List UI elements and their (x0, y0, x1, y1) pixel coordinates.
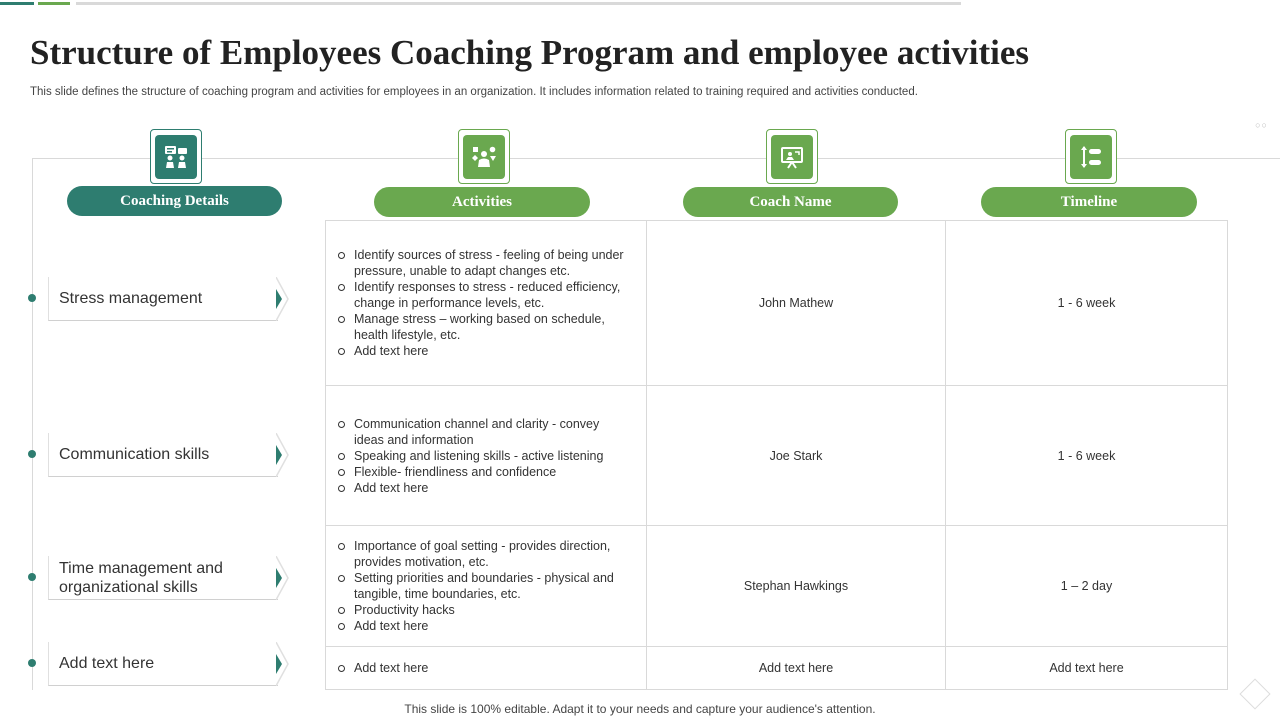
presentation-meeting-icon (162, 143, 190, 171)
list-item: Communication channel and clarity - convey ideas and information (336, 416, 632, 448)
row-label-time-management: Time management and organizational skills (48, 556, 278, 600)
row-marker-dot (28, 294, 36, 302)
activities-list (336, 247, 632, 359)
accent-bar-green (38, 2, 70, 5)
coach-name-cell: Stephan Hawkings (647, 526, 946, 647)
activities-list (336, 538, 632, 634)
presentation-board-icon (778, 143, 806, 171)
list-item: Add text here (336, 343, 632, 359)
chevron-right-icon (276, 433, 290, 477)
decorative-dots: ○○ (1255, 120, 1268, 130)
activities-cell (326, 221, 647, 386)
chevron-right-icon (276, 556, 290, 600)
coach-name-cell: John Mathew (647, 221, 946, 386)
list-item: Importance of goal setting - provides direction, provides motivation, etc. (336, 538, 632, 570)
activities-list (336, 416, 632, 496)
slide-title: Structure of Employees Coaching Program and employee activities (30, 33, 1029, 72)
slide-subtitle: This slide defines the structure of coaching program and activities for employees in an organization. It includes information related to training required and activities conducted. (30, 86, 918, 98)
timeline-cell: 1 – 2 day (946, 526, 1227, 647)
coach-name-cell: Add text here (647, 647, 946, 689)
list-item: Add text here (336, 480, 632, 496)
list-item: Add text here (336, 618, 632, 634)
list-item: Identify responses to stress - reduced efficiency, change in performance levels, etc. (336, 279, 632, 311)
list-item: Setting priorities and boundaries - physical and tangible, time boundaries, etc. (336, 570, 632, 602)
accent-bar-gray (76, 2, 961, 5)
coaching-table (325, 220, 1228, 690)
row-label-communication-skills: Communication skills (48, 433, 278, 477)
list-item: Add text here (336, 660, 428, 676)
timeline-icon-box (1065, 129, 1117, 184)
header-coach-name: Coach Name (683, 187, 898, 217)
header-timeline: Timeline (981, 187, 1197, 217)
row-marker-dot (28, 573, 36, 581)
slide-footer: This slide is 100% editable. Adapt it to your needs and capture your audience's attention. (404, 702, 876, 716)
list-item: Speaking and listening skills - active listening (336, 448, 632, 464)
timeline-cell: 1 - 6 week (946, 386, 1227, 526)
list-item: Productivity hacks (336, 602, 632, 618)
list-item: Manage stress – working based on schedule, health lifestyle, etc. (336, 311, 632, 343)
row-label-add-text: Add text here (48, 642, 278, 686)
timeline-cell: 1 - 6 week (946, 221, 1227, 386)
row-marker-dot (28, 450, 36, 458)
activities-list (336, 660, 428, 676)
chevron-right-icon (276, 277, 290, 321)
list-item: Flexible- friendliness and confidence (336, 464, 632, 480)
left-timeline-line (32, 158, 33, 690)
list-item: Identify sources of stress - feeling of being under pressure, unable to adapt changes etc. (336, 247, 632, 279)
header-coaching-details: Coaching Details (67, 186, 282, 216)
accent-bar-teal (0, 2, 34, 5)
coach-name-icon-box (766, 129, 818, 184)
team-activities-icon (470, 143, 498, 171)
coach-name-cell: Joe Stark (647, 386, 946, 526)
row-marker-dot (28, 659, 36, 667)
timeline-cell: Add text here (1049, 661, 1124, 675)
activities-icon-box (458, 129, 510, 184)
chevron-right-icon (276, 642, 290, 686)
coaching-details-icon-box (150, 129, 202, 184)
activities-cell (326, 647, 647, 689)
header-activities: Activities (374, 187, 590, 217)
activities-cell (326, 386, 647, 526)
timeline-icon (1077, 143, 1105, 171)
row-label-stress-management: Stress management (48, 277, 278, 321)
activities-cell (326, 526, 647, 647)
